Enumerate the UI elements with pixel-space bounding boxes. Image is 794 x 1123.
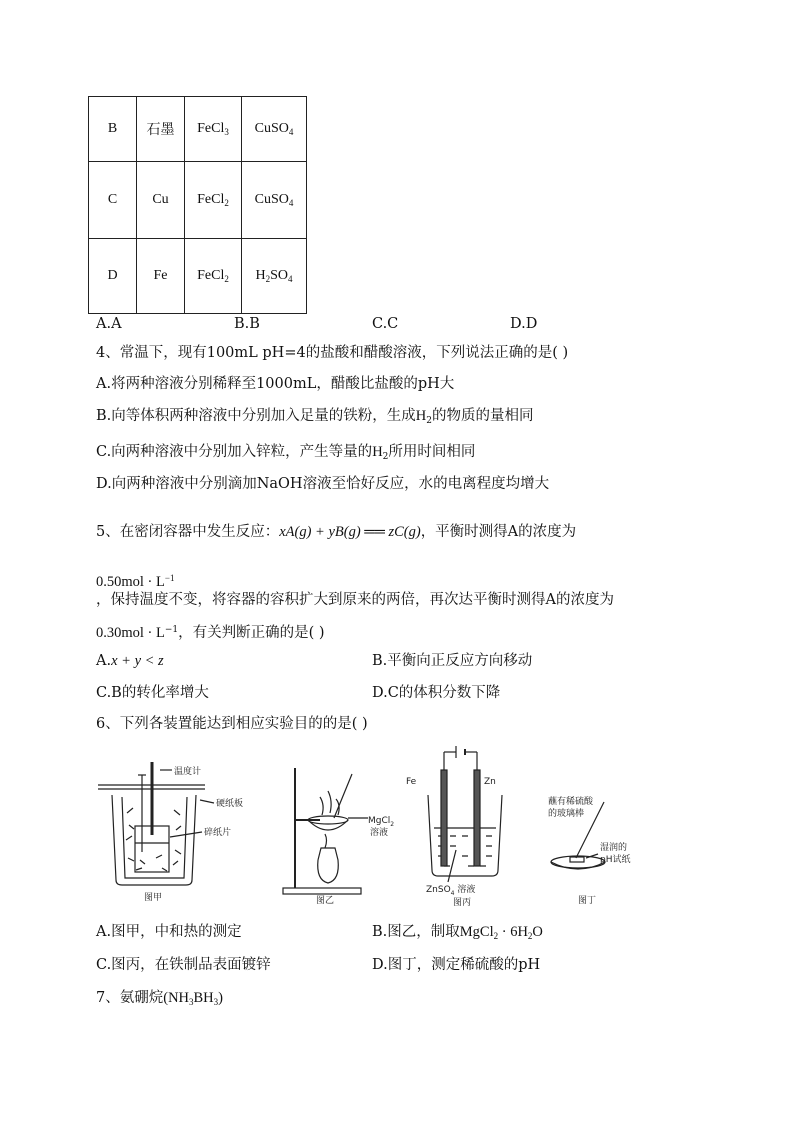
choice-d[interactable]: D.D xyxy=(510,316,538,332)
label-fe: Fe xyxy=(406,777,417,787)
label-ph-line1: 湿润的 xyxy=(600,843,628,853)
choice-b[interactable]: B.B xyxy=(234,316,260,332)
q6-figures xyxy=(90,740,670,915)
q4-option-d[interactable]: D.向两种溶液中分别滴加NaOH溶液至恰好反应，水的电离程度均增大 xyxy=(96,476,550,492)
q5-option-b[interactable]: B.平衡向正反应方向移动 xyxy=(372,653,533,669)
table-cell: 石墨 xyxy=(137,97,185,162)
figure-bing xyxy=(428,746,502,882)
caption-bing: 图丙 xyxy=(453,898,472,908)
caption-yi: 图乙 xyxy=(316,896,335,906)
q4-option-c[interactable]: C.向两种溶液中分别加入锌粒，产生等量的$H_2$所用时间相同 xyxy=(96,444,476,462)
options-table xyxy=(88,96,307,314)
table-cell: C xyxy=(89,162,137,239)
table-cell: D xyxy=(89,239,137,314)
table-cell: $H_2SO_4$ xyxy=(242,239,307,314)
q5-option-d[interactable]: D.C的体积分数下降 xyxy=(372,685,501,701)
q6-stem: 6、下列各装置能达到相应实验目的的是( ) xyxy=(96,716,368,732)
figure-yi xyxy=(283,768,368,894)
table-cell: B xyxy=(89,97,137,162)
label-rod-line1: 蘸有稀硫酸 xyxy=(548,797,594,807)
q5-option-a[interactable]: A.x + y < z xyxy=(96,653,164,669)
q6-option-b[interactable]: B.图乙，制取MgCl$_2$ · $6H_2O$ xyxy=(372,924,543,941)
table-cell: Fe xyxy=(137,239,185,314)
q5-line3: $0.30mol \cdot L^{-1}$，有关判断正确的是( ) xyxy=(96,625,325,641)
label-zn: Zn xyxy=(484,777,496,787)
q4-option-a[interactable]: A.将两种溶液分别稀释至1000mL，醋酸比盐酸的pH大 xyxy=(96,376,455,392)
label-znso4: ZnSO$_4$ 溶液 xyxy=(426,885,476,897)
table-cell: FeCl$_2$ xyxy=(185,239,242,314)
label-paper: 碎纸片 xyxy=(204,828,232,838)
label-rod-line2: 的玻璃棒 xyxy=(548,809,585,819)
label-mgcl2: MgCl$_2$ xyxy=(368,816,395,828)
q3-choices xyxy=(0,314,794,334)
label-thermometer: 温度计 xyxy=(174,767,202,777)
label-ph-line2: pH试纸 xyxy=(600,855,631,865)
q5-conc1: $0.50mol \cdot L^{-1}$ xyxy=(96,573,175,590)
q6-option-c[interactable]: C.图丙，在铁制品表面镀锌 xyxy=(96,957,271,973)
q5-option-c[interactable]: C.B的转化率增大 xyxy=(96,685,209,701)
figure-jia xyxy=(98,762,214,885)
label-mgcl2-solution: 溶液 xyxy=(370,828,389,838)
q5-stem: 5、在密闭容器中发生反应：xA(g) + yB(g) ══ zC(g)，平衡时测得A的浓度为 xyxy=(96,524,577,540)
table-cell: CuSO$_4$ xyxy=(242,97,307,162)
q4-option-b[interactable]: B.向等体积两种溶液中分别加入足量的铁粉，生成$H_2$的物质的量相同 xyxy=(96,408,534,426)
table-cell: Cu xyxy=(137,162,185,239)
caption-ding: 图丁 xyxy=(578,896,597,906)
q7-stem: 7、氨硼烷$(NH_3BH_3)$ xyxy=(96,990,224,1007)
caption-jia: 图甲 xyxy=(144,893,163,903)
table-cell: CuSO$_4$ xyxy=(242,162,307,239)
table-cell: FeCl$_3$ xyxy=(185,97,242,162)
label-board: 硬纸板 xyxy=(216,799,244,809)
q6-option-a[interactable]: A.图甲，中和热的测定 xyxy=(96,924,242,940)
q6-option-d[interactable]: D.图丁，测定稀硫酸的pH xyxy=(372,957,541,973)
q4-stem: 4、常温下，现有100mL pH=4的盐酸和醋酸溶液，下列说法正确的是( ) xyxy=(96,345,569,361)
choice-c[interactable]: C.C xyxy=(372,316,399,332)
table-cell: FeCl$_2$ xyxy=(185,162,242,239)
choice-a[interactable]: A.A xyxy=(96,316,122,332)
q5-equation: xA(g) + yB(g) ══ zC(g) xyxy=(279,524,421,540)
q5-line2: ，保持温度不变，将容器的容积扩大到原来的两倍，再次达平衡时测得A的浓度为 xyxy=(96,592,614,608)
